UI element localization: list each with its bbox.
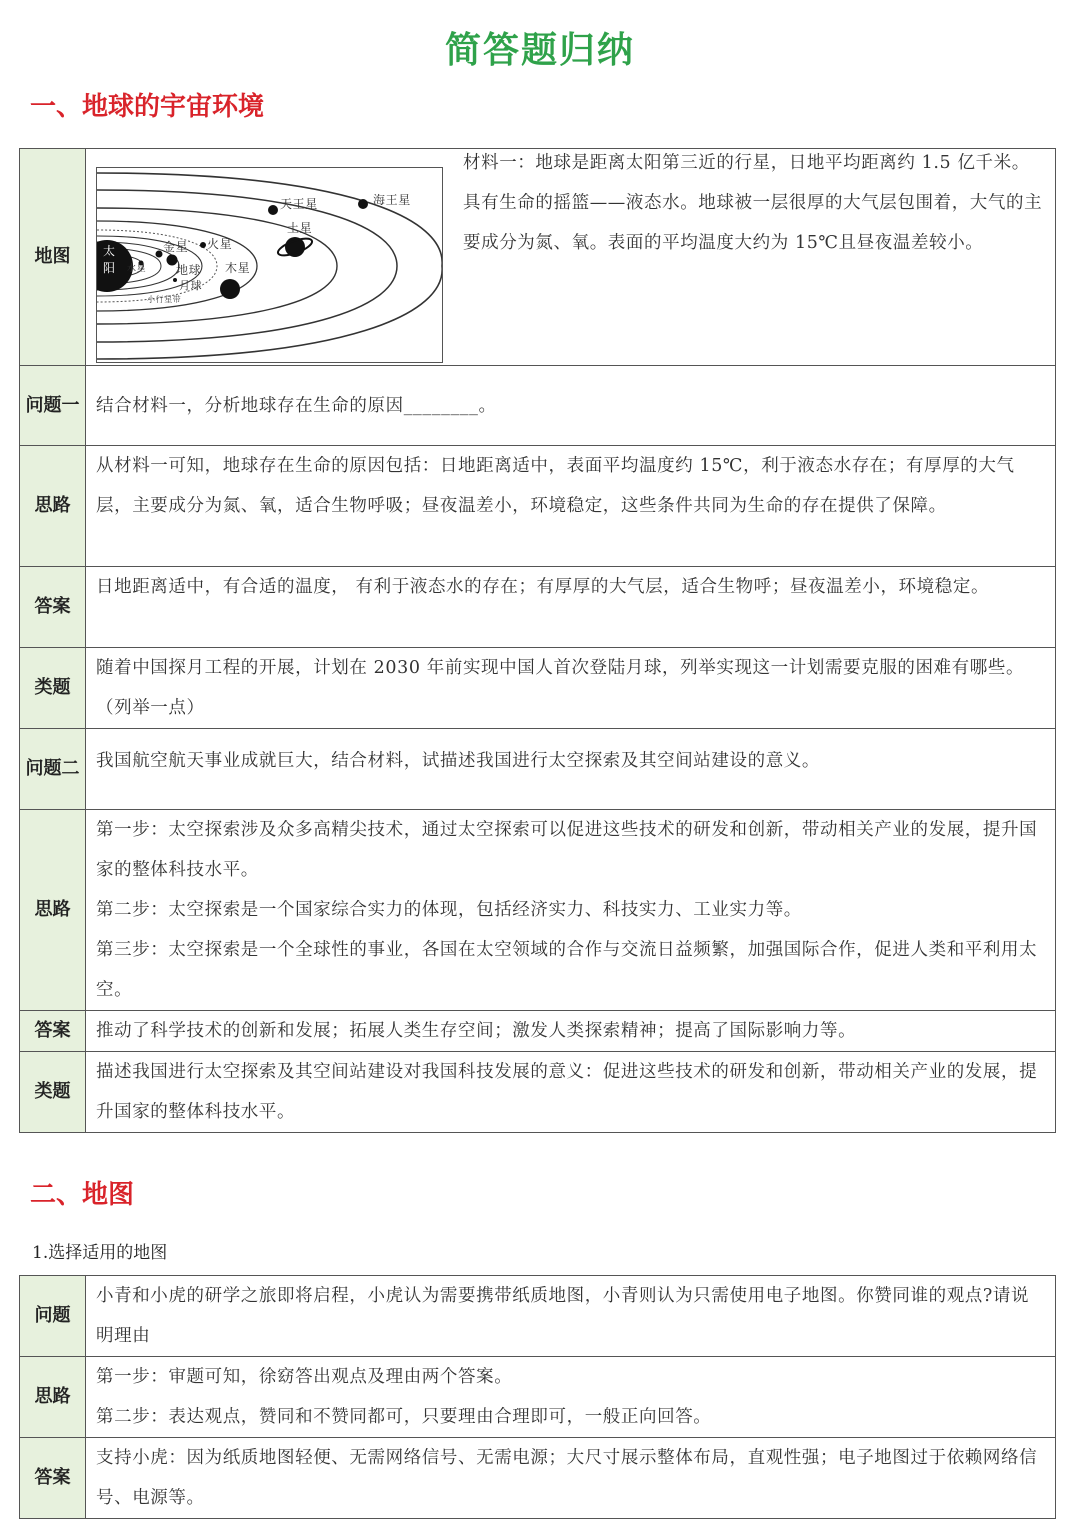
map-question-text: 小青和小虎的研学之旅即将启程，小虎认为需要携带纸质地图，小青则认为只需使用电子地图。你赞同谁的观点?请说明理由 [96, 1286, 1030, 1346]
table-row-thought-one [20, 446, 1056, 567]
uranus-icon [268, 205, 278, 215]
jupiter-label: 木星 [225, 261, 251, 275]
moon-label: 月球 [179, 279, 203, 292]
row-label-map-thought: 思路 [20, 1357, 86, 1438]
mars-label: 火星 [207, 237, 233, 251]
similar-one-text: 随着中国探月工程的开展，计划在 2030 年前实现中国人首次登陆月球，列举实现这一计划需要克服的困难有哪些。（列举一点） [96, 658, 1025, 718]
row-label-similar-two: 类题 [20, 1052, 86, 1133]
map-cell [86, 149, 1056, 366]
table-row-similar-two [20, 1052, 1056, 1133]
row-label-map-question: 问题 [20, 1276, 86, 1357]
row-label-answer-one: 答案 [20, 567, 86, 648]
table-row-map-question [20, 1276, 1056, 1357]
map-question-cell [86, 1276, 1056, 1357]
table-row-answer-two [20, 1011, 1056, 1052]
map-thought-step1: 第一步：审题可知，徐窈答出观点及理由两个答案。 [96, 1367, 513, 1387]
thought-two-step1: 第一步：太空探索涉及众多高精尖技术，通过太空探索可以促进这些技术的研发和创新，带动相关产业的发展，提升国家的整体科技水平。 [96, 820, 1038, 880]
answer-two-text: 推动了科学技术的创新和发展；拓展人类生存空间；激发人类探索精神；提高了国际影响力等。 [96, 1021, 857, 1041]
answer-one-text: 日地距离适中，有合适的温度， 有利于液态水的存在；有厚厚的大气层，适合生物呼；昼夜温差小，环境稳定。 [96, 577, 990, 597]
neptune-label: 海王星 [373, 193, 411, 207]
jupiter-icon [220, 279, 240, 299]
earth-label: 地球 [176, 263, 202, 277]
map-thought-step2: 第二步：表达观点，赞同和不赞同都可，只要理由合理即可，一般正向回答。 [96, 1407, 712, 1427]
mars-icon [200, 242, 206, 248]
row-label-question-two: 问题二 [20, 729, 86, 810]
table-row-question-two [20, 729, 1056, 810]
venus-icon [156, 251, 163, 258]
map-answer-text: 支持小虎：因为纸质地图轻便、无需网络信号、无需电源；大尺寸展示整体布局，直观性强；电子地图过于依赖网络信号、电源等。 [96, 1448, 1038, 1508]
page-title: 简答题归纳 [444, 30, 635, 71]
sun-label-2: 阳 [103, 261, 116, 275]
moon-icon [173, 278, 177, 282]
saturn-label: 土星 [287, 221, 313, 235]
section-heading-cosmic-environment: 一、地球的宇宙环境 [30, 92, 265, 122]
table-row-thought-two [20, 810, 1056, 1011]
mercury-label: 水星 [127, 264, 147, 274]
row-label-map: 地图 [20, 149, 86, 366]
table-row-map-answer [20, 1438, 1056, 1519]
thought-one-cell [86, 446, 1056, 567]
row-label-similar-one: 类题 [20, 648, 86, 729]
material-one-text: 材料一：地球是距离太阳第三近的行星，日地平均距离约 1.5 亿千米。具有生命的摇篮——液态水。地球被一层很厚的大气层包围着，大气的主要成分为氮、氧。表面的平均温度大约为 15℃且昼夜温差较小。 [463, 153, 1043, 253]
similar-two-text: 描述我国进行太空探索及其空间站建设对我国科技发展的意义：促进这些技术的研发和创新，带动相关产业的发展，提升国家的整体科技水平。 [96, 1062, 1038, 1122]
solar-system-diagram [96, 167, 443, 363]
row-label-thought-one: 思路 [20, 446, 86, 567]
table-row-map-thought [20, 1357, 1056, 1438]
answer-one-cell [86, 567, 1056, 648]
map-thought-cell [86, 1357, 1056, 1438]
venus-label: 金星 [163, 240, 189, 254]
table-row-map [20, 149, 1056, 366]
solar-system-svg [97, 168, 443, 363]
question-one-text [86, 366, 1056, 446]
question-two-cell [86, 729, 1056, 810]
subheading-choose-map: 1.选择适用的地图 [32, 1243, 168, 1263]
qa-table-maps [19, 1275, 1056, 1519]
qa-table-cosmic-environment [19, 148, 1056, 1133]
row-label-thought-two: 思路 [20, 810, 86, 1011]
thought-one-text: 从材料一可知，地球存在生命的原因包括：日地距离适中，表面平均温度约 15℃，利于液态水存在；有厚厚的大气层，主要成分为氮、氧，适合生物呼吸；昼夜温差小，环境稳定，这些条件共同为生命的存在提供了保障。 [96, 456, 1015, 516]
asteroid-belt-label: 小行星带 [147, 295, 182, 304]
thought-two-step2: 第二步：太空探索是一个国家综合实力的体现，包括经济实力、科技实力、工业实力等。 [96, 900, 802, 920]
row-label-answer-two: 答案 [20, 1011, 86, 1052]
table-row-similar-one [20, 648, 1056, 729]
answer-two-cell [86, 1011, 1056, 1052]
thought-two-step3: 第三步：太空探索是一个全球性的事业，各国在太空领域的合作与交流日益频繁，加强国际合作，促进人类和平利用太空。 [96, 940, 1038, 1000]
row-label-question-one: 问题一 [20, 366, 86, 446]
section-heading-maps: 二、地图 [30, 1180, 135, 1210]
similar-one-cell [86, 648, 1056, 729]
question-two-text: 我国航空航天事业成就巨大，结合材料，试描述我国进行太空探索及其空间站建设的意义。 [96, 751, 820, 771]
sun-label-1: 太 [103, 244, 116, 258]
table-row-answer-one [20, 567, 1056, 648]
table-row-question-one [20, 366, 1056, 446]
neptune-icon [358, 199, 368, 209]
thought-two-cell [86, 810, 1056, 1011]
similar-two-cell [86, 1052, 1056, 1133]
question-one-body: 结合材料一，分析地球存在生命的原因________。 [96, 395, 497, 416]
row-label-map-answer: 答案 [20, 1438, 86, 1519]
uranus-label: 天王星 [280, 197, 318, 211]
map-answer-cell [86, 1438, 1056, 1519]
